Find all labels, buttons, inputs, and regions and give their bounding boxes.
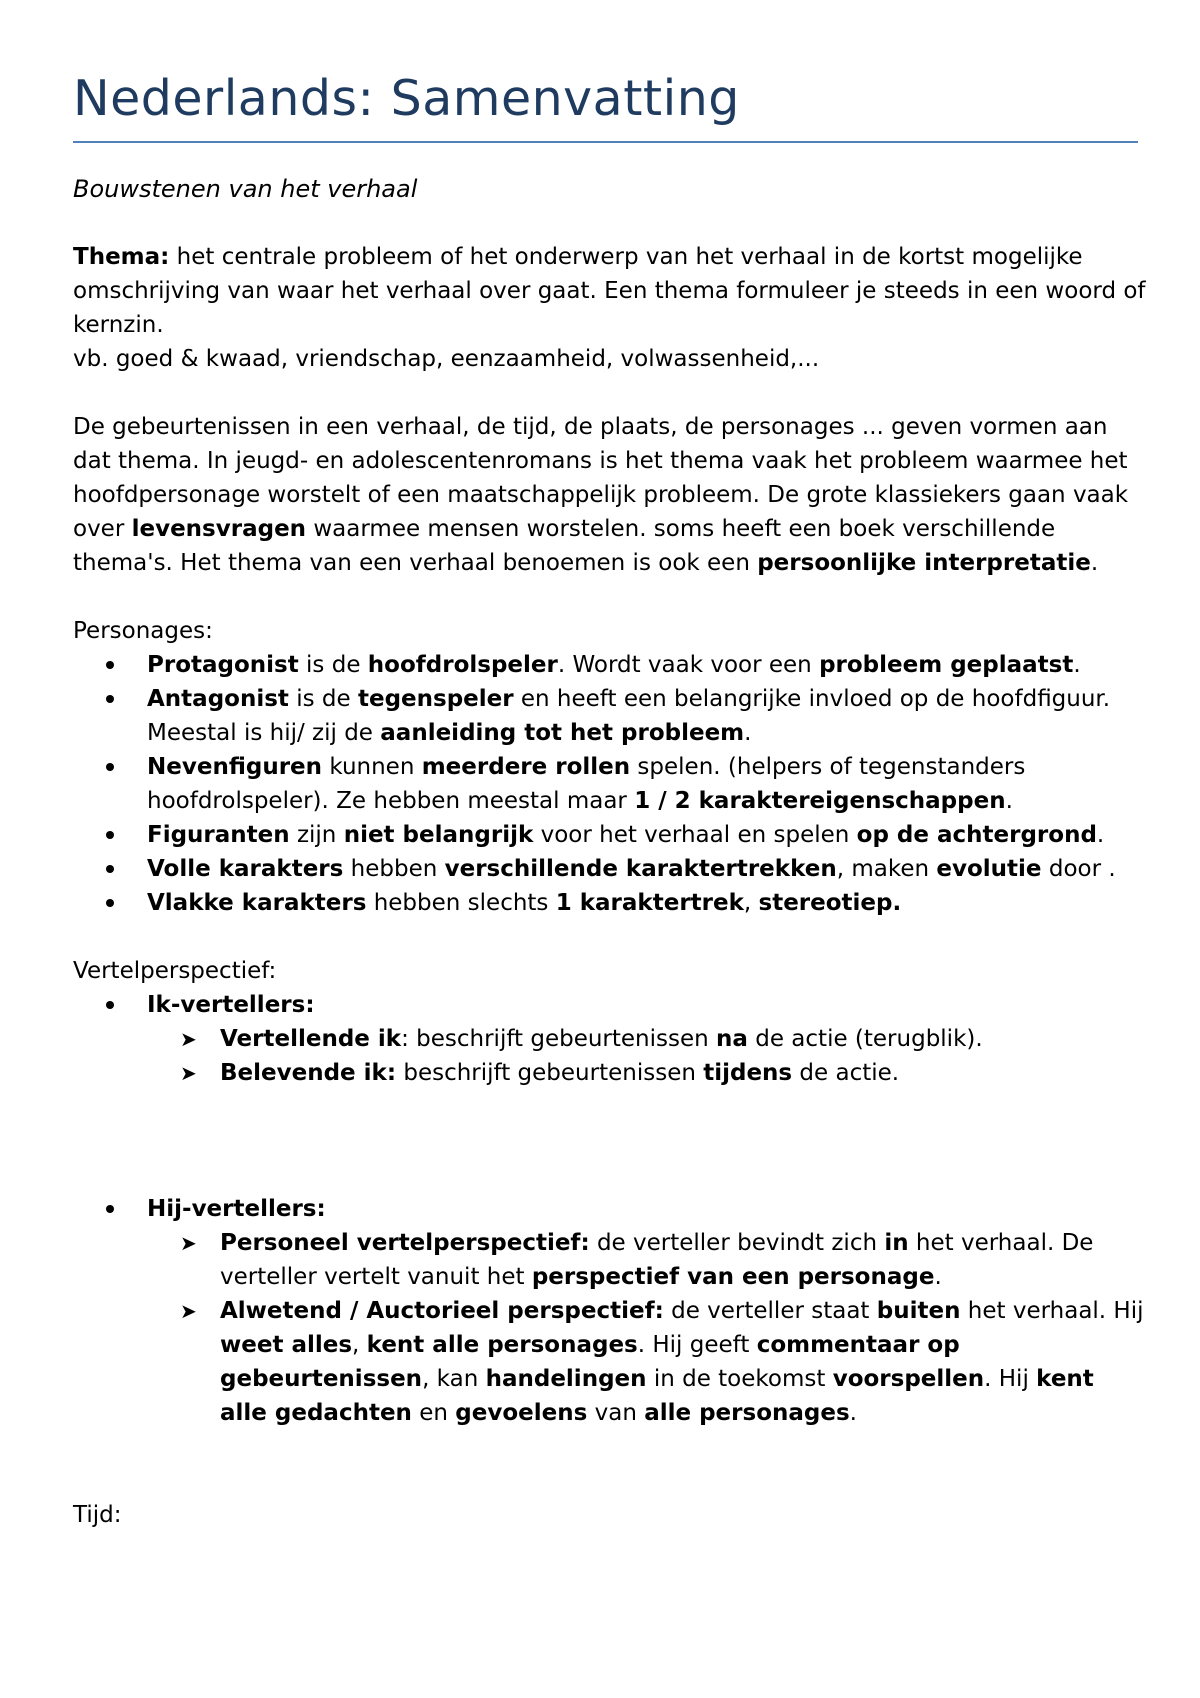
text-run: spelen. (helpers of tegenstanders hoofdrolspeler). Ze hebben meestal maar [147,754,1026,814]
list-item [73,988,1148,1090]
text-run: de actie (terugblik). [747,1026,983,1052]
bold-run: alle personages [644,1400,850,1426]
text-run: hebben slechts [366,890,556,916]
text-run: de verteller staat [663,1298,877,1324]
bullet-dot-icon [106,661,114,669]
title-divider [73,141,1138,143]
page-title: Nederlands: Samenvatting [73,70,740,127]
text-run: is de [298,652,368,678]
text-run: waarmee mensen worstelen. soms heeft een boek verschillende thema's. Het thema van een verhaal benoemen is ook een [73,516,1056,576]
bold-run: kent alle gedachten [220,1366,1094,1426]
text-run: is de [288,686,358,712]
bold-run: probleem geplaatst [819,652,1074,678]
bullet-dot-icon [106,865,114,873]
bold-run: 1 / 2 karaktereigenschappen [634,788,1006,814]
bullet-dot-icon [106,695,114,703]
bold-run: kent alle personages [366,1332,638,1358]
bold-run: Vlakke karakters [147,890,367,916]
text-run: . [1005,788,1013,814]
text-run: . Hij geeft [637,1332,757,1358]
list-item [73,682,1148,750]
bold-run: Antagonist [147,686,289,712]
text-run: zijn [289,822,344,848]
bold-run: buiten [876,1298,961,1324]
bold-run: na [716,1026,748,1052]
bold-run: tijdens [703,1060,793,1086]
bold-run: niet belangrijk [343,822,534,848]
bold-run: handelingen [485,1366,647,1392]
vertelperspectief-heading: Vertelperspectief: [73,958,277,984]
document-body [73,172,1148,1532]
bullet-dot-icon [106,1001,114,1009]
text-run: van [587,1400,645,1426]
bold-run: tegenspeler [357,686,514,712]
list-item [73,886,1148,920]
bold-run: commentaar op gebeurtenissen [220,1332,960,1392]
bold-run: meerdere rollen [421,754,631,780]
bullet-dot-icon [106,1205,114,1213]
text-run: , maken [836,856,937,882]
thema-text: het centrale probleem of het onderwerp van het verhaal in de kortst mogelijke omschrijving van waar het verhaal over gaat. Een thema formuleer je steeds in een woord of kernzin. [73,244,1146,338]
text-run: het verhaal. De verteller vertelt vanuit het [220,1230,1094,1290]
text-run: de verteller bevindt zich [589,1230,885,1256]
personages-heading: Personages: [73,618,213,644]
personages-list [73,648,1148,920]
text-run: . Hij [984,1366,1037,1392]
bold-run: 1 karaktertrek [555,890,744,916]
arrowhead-bullet-icon: ➤ [180,1061,197,1085]
hij-vertellers-sublist [147,1226,1148,1430]
text-run: , [743,890,759,916]
thema-example: vb. goed & kwaad, vriendschap, eenzaamheid, volwassenheid,... [73,346,820,372]
thema-label: Thema: [73,244,170,270]
ik-vertellers-label: Ik-vertellers: [147,992,315,1018]
text-run: . [934,1264,942,1290]
sub-list-item [147,1022,1148,1056]
arrowhead-bullet-icon: ➤ [180,1299,197,1323]
text-run: . [1073,652,1081,678]
bold-run: voorspellen [832,1366,985,1392]
bold-run: Personeel vertelperspectief: [220,1230,590,1256]
bold-run: aanleiding tot het probleem [380,720,745,746]
text-run: voor het verhaal en spelen [533,822,857,848]
sub-list-item [147,1294,1148,1430]
ik-vertellers-sublist [147,1022,1148,1090]
text-run: in de toekomst [646,1366,833,1392]
text-run: hebben [343,856,445,882]
thema-paragraph [73,240,1148,342]
text-run: , kan [422,1366,486,1392]
list-item [73,648,1148,682]
bold-run: op de achtergrond [856,822,1097,848]
bullet-dot-icon [106,763,114,771]
sub-list-item [147,1226,1148,1294]
text-run: beschrijft gebeurtenissen [396,1060,704,1086]
text-run: De gebeurtenissen in een verhaal, de tijd, de plaats, de personages ... geven vormen aan dat thema. In jeugd- en adolescentenromans is het thema vaak het probleem waarmee het hoofdpersonage worstelt of een maatschappelijk probleem. De grote klassiekers gaan vaak over [73,414,1129,542]
bullet-dot-icon [106,899,114,907]
bold-run: perspectief van een personage [531,1264,935,1290]
bold-run: Belevende ik: [220,1060,397,1086]
thema-explanation [73,410,1148,580]
sub-list-item [147,1056,1148,1090]
tijd-heading: Tijd: [73,1502,122,1528]
bold-run: evolutie [936,856,1042,882]
text-run: en [411,1400,456,1426]
text-run: . [849,1400,857,1426]
arrowhead-bullet-icon: ➤ [180,1231,197,1255]
ik-vertellers-list [73,988,1148,1090]
bold-run: weet alles [220,1332,353,1358]
bold-run: persoonlijke interpretatie [757,550,1091,576]
bold-run: Vertellende ik [220,1026,402,1052]
text-run: . Wordt vaak voor een [557,652,820,678]
text-run: . [1090,550,1099,576]
text-run: , [352,1332,367,1358]
text-run: . [1096,822,1105,848]
hij-vertellers-list [73,1192,1148,1430]
bold-run: verschillende karaktertrekken [444,856,837,882]
list-item [73,852,1148,886]
text-run: kunnen [322,754,422,780]
hij-vertellers-label: Hij-vertellers: [147,1196,326,1222]
text-run: door . [1041,856,1116,882]
text-run: de actie. [792,1060,900,1086]
bold-run: gevoelens [455,1400,588,1426]
section-subtitle: Bouwstenen van het verhaal [73,175,418,203]
text-run: het verhaal. Hij [960,1298,1144,1324]
bold-run: Figuranten [147,822,290,848]
text-run: . [744,720,752,746]
bold-run: Volle karakters [147,856,344,882]
bold-run: Alwetend / Auctorieel perspectief: [220,1298,664,1324]
arrowhead-bullet-icon: ➤ [180,1027,197,1051]
text-run: en heeft een belangrijke invloed op de hoofdfiguur. Meestal is hij/ zij de [147,686,1111,746]
bold-run: Nevenfiguren [147,754,323,780]
text-run: : beschrijft gebeurtenissen [401,1026,717,1052]
list-item [73,818,1148,852]
list-item [73,1192,1148,1430]
bold-run: Protagonist [147,652,299,678]
bullet-dot-icon [106,831,114,839]
bold-run: levensvragen [131,516,307,542]
list-item [73,750,1148,818]
bold-run: in [884,1230,909,1256]
bold-run: stereotiep. [758,890,902,916]
bold-run: hoofdrolspeler [367,652,558,678]
